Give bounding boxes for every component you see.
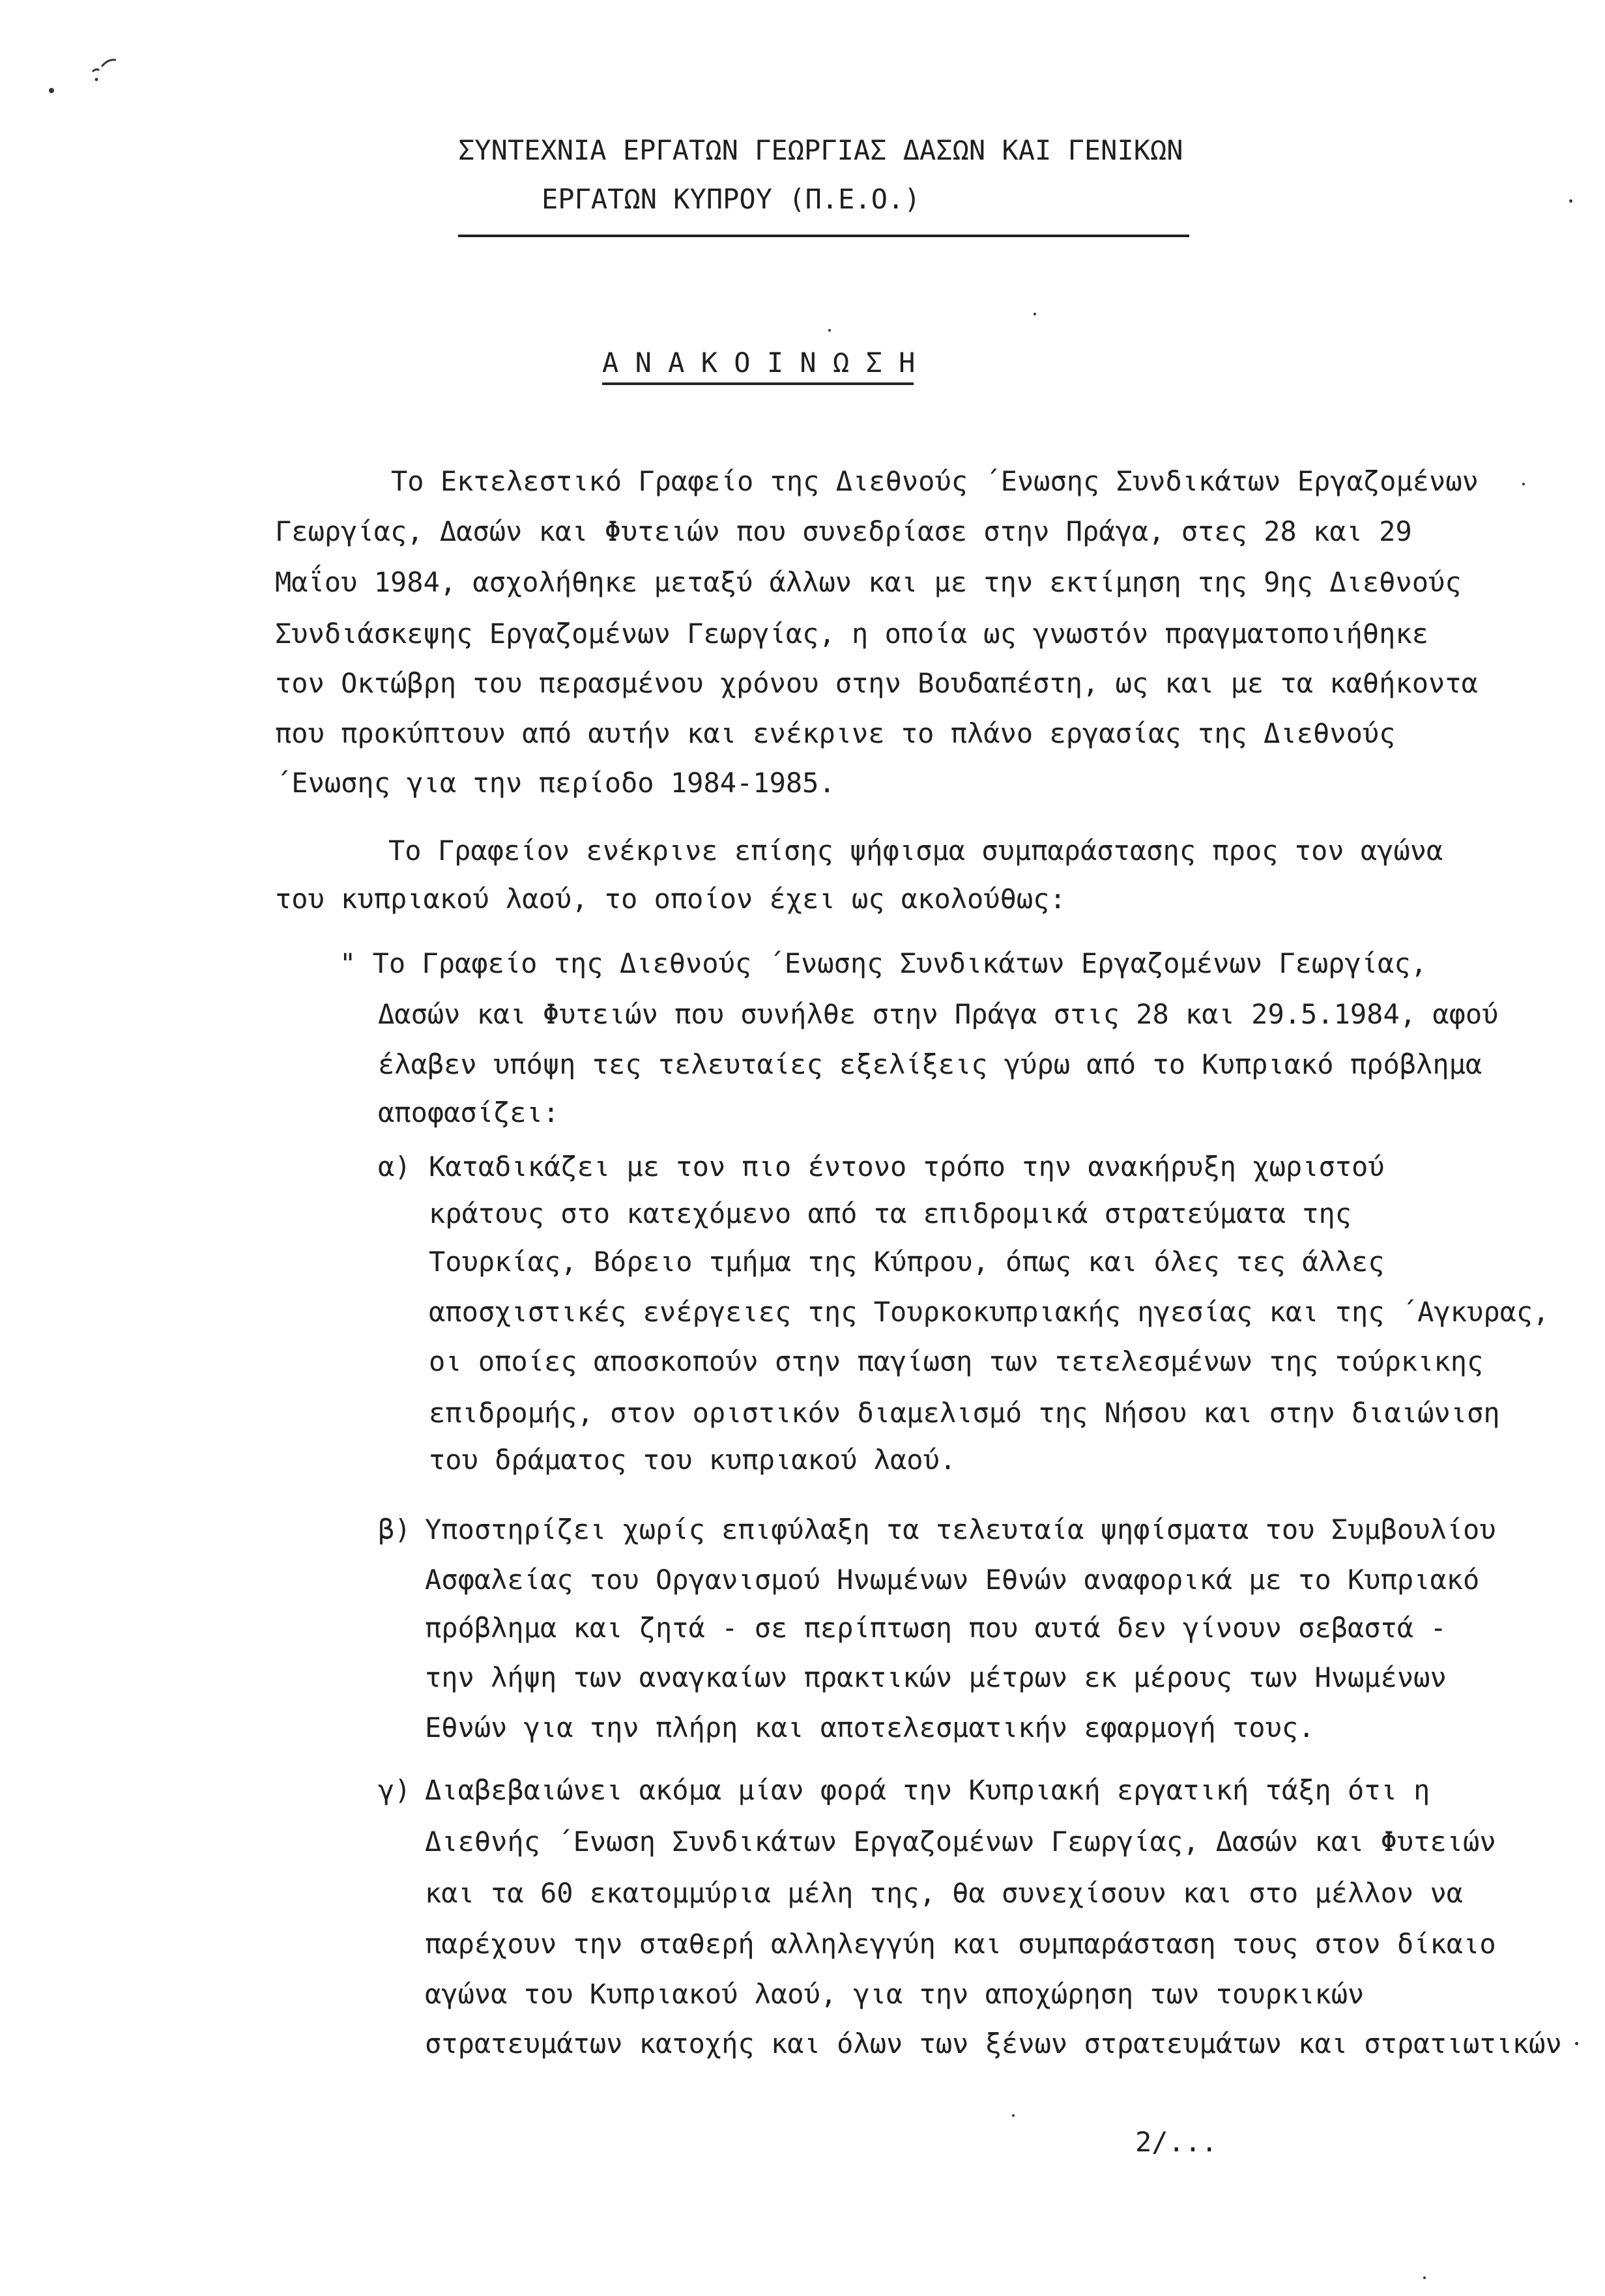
scan-speck	[1575, 2042, 1578, 2045]
item-line: Υποστηρίζει χωρίς επιφύλαξη τα τελευταία ψηφίσματα του Συμβουλίου	[425, 1514, 1496, 1545]
item-line: επιδρομής, στον οριστικόν διαμελισμό της Νήσου και στην διαιώνιση	[429, 1397, 1500, 1429]
item-label: α)	[378, 1151, 411, 1183]
letterhead-rule	[458, 235, 1189, 237]
item-label: γ)	[378, 1774, 411, 1806]
resolution-intro-line: έλαβεν υπόψη τες τελευταίες εξελίξεις γύρω από το Κυπριακό πρόβλημα	[378, 1048, 1482, 1080]
scan-mark-top-left	[39, 46, 137, 104]
item-line: και τα 60 εκατομμύρια μέλη της, θα συνεχίσουν και στο μέλλον να	[425, 1877, 1464, 1909]
scan-speck	[1569, 199, 1572, 203]
letterhead-line-2: ΕΡΓΑΤΩΝ ΚΥΠΡΟΥ (Π.Ε.Ο.)	[542, 183, 921, 215]
paragraph-line: Γεωργίας, Δασών και Φυτειών που συνεδρίασε στην Πράγα, στες 28 και 29	[275, 515, 1412, 547]
item-line: Τουρκίας, Βόρειο τμήμα της Κύπρου, όπως και όλες τες άλλες	[429, 1246, 1385, 1278]
paragraph-line: του κυπριακού λαού, το οποίον έχει ως ακολούθως:	[275, 883, 1066, 915]
paragraph-line: που προκύπτουν από αυτήν και ενέκρινε το πλάνο εργασίας της Διεθνούς	[275, 717, 1396, 749]
item-line: Εθνών για την πλήρη και αποτελεσματικήν εφαρμογή τους.	[425, 1712, 1315, 1744]
scan-speck	[1012, 2114, 1015, 2117]
scan-speck	[1522, 483, 1525, 485]
item-line: Ασφαλείας του Οργανισμού Ηνωμένων Εθνών αναφορικά με το Κυπριακό	[425, 1564, 1480, 1596]
item-line: την λήψη των αναγκαίων πρακτικών μέτρων εκ μέρους των Ηνωμένων	[425, 1661, 1447, 1693]
resolution-intro-line: αποφασίζει:	[378, 1097, 560, 1128]
item-line: Καταδικάζει με τον πιο έντονο τρόπο την ανακήρυξη χωριστού	[429, 1151, 1385, 1183]
paragraph-line: τον Οκτώβρη του περασμένου χρόνου στην Βουδαπέστη, ως και με τα καθήκοντα	[275, 667, 1478, 699]
scan-speck	[828, 329, 831, 332]
item-line: στρατευμάτων κατοχής και όλων των ξένων στρατευμάτων και στρατιωτικών	[425, 2028, 1562, 2059]
item-line: οι οποίες αποσκοπούν στην παγίωση των τετελεσμένων της τούρκικης	[429, 1345, 1484, 1377]
item-line: κράτους στο κατεχόμενο από τα επιδρομικά στρατεύματα της	[429, 1198, 1352, 1229]
resolution-intro-line: Δασών και Φυτειών που συνήλθε στην Πράγα στις 28 και 29.5.1984, αφού	[378, 998, 1499, 1030]
paragraph-line: Συνδιάσκεψης Εργαζομένων Γεωργίας, η οποία ως γνωστόν πραγματοποιήθηκε	[275, 618, 1429, 650]
item-line: αγώνα του Κυπριακού λαού, για την αποχώρηση των τουρκικών	[425, 1978, 1365, 2010]
scan-speck	[1034, 313, 1036, 315]
item-line: πρόβλημα και ζητά - σε περίπτωση που αυτά δεν γίνουν σεβαστά -	[425, 1612, 1447, 1644]
item-line: του δράματος του κυπριακού λαού.	[429, 1444, 957, 1476]
item-line: Διαβεβαιώνει ακόμα μίαν φορά την Κυπριακή εργατική τάξη ότι η	[425, 1774, 1430, 1806]
scan-speck	[1423, 2276, 1426, 2279]
resolution-intro-line: " Το Γραφείο της Διεθνούς ΄Ενωσης Συνδικάτων Εργαζομένων Γεωργίας,	[340, 947, 1427, 979]
paragraph-line: Μαΐου 1984, ασχολήθηκε μεταξύ άλλων και με την εκτίμηση της 9ης Διεθνούς	[275, 566, 1462, 598]
letterhead-line-1: ΣΥΝΤΕΧΝΙΑ ΕΡΓΑΤΩΝ ΓΕΩΡΓΙΑΣ ΔΑΣΩΝ ΚΑΙ ΓΕΝΙΚΩΝ	[458, 134, 1183, 166]
item-line: αποσχιστικές ενέργειες της Τουρκοκυπριακής ηγεσίας και της ΄Αγκυρας,	[429, 1296, 1550, 1328]
title-underline	[602, 382, 914, 385]
paragraph-line: ΄Ενωσης για την περίοδο 1984-1985.	[275, 767, 835, 799]
paragraph-line: Το Γραφείον ενέκρινε επίσης ψήφισμα συμπαράστασης προς τον αγώνα	[388, 835, 1443, 867]
item-line: Διεθνής ΄Ενωση Συνδικάτων Εργαζομένων Γεωργίας, Δασών και Φυτειών	[425, 1826, 1496, 1858]
announcement-title: Α Ν Α Κ Ο Ι Ν Ω Σ Η	[602, 347, 916, 379]
page-continuation-marker: 2/...	[1135, 2126, 1218, 2158]
item-line: παρέχουν την σταθερή αλληλεγγύη και συμπαράσταση τους στον δίκαιο	[425, 1928, 1496, 1960]
item-label: β)	[378, 1514, 411, 1545]
paragraph-line: Το Εκτελεστικό Γραφείο της Διεθνούς ΄Ενωσης Συνδικάτων Εργαζομένων	[391, 465, 1479, 497]
